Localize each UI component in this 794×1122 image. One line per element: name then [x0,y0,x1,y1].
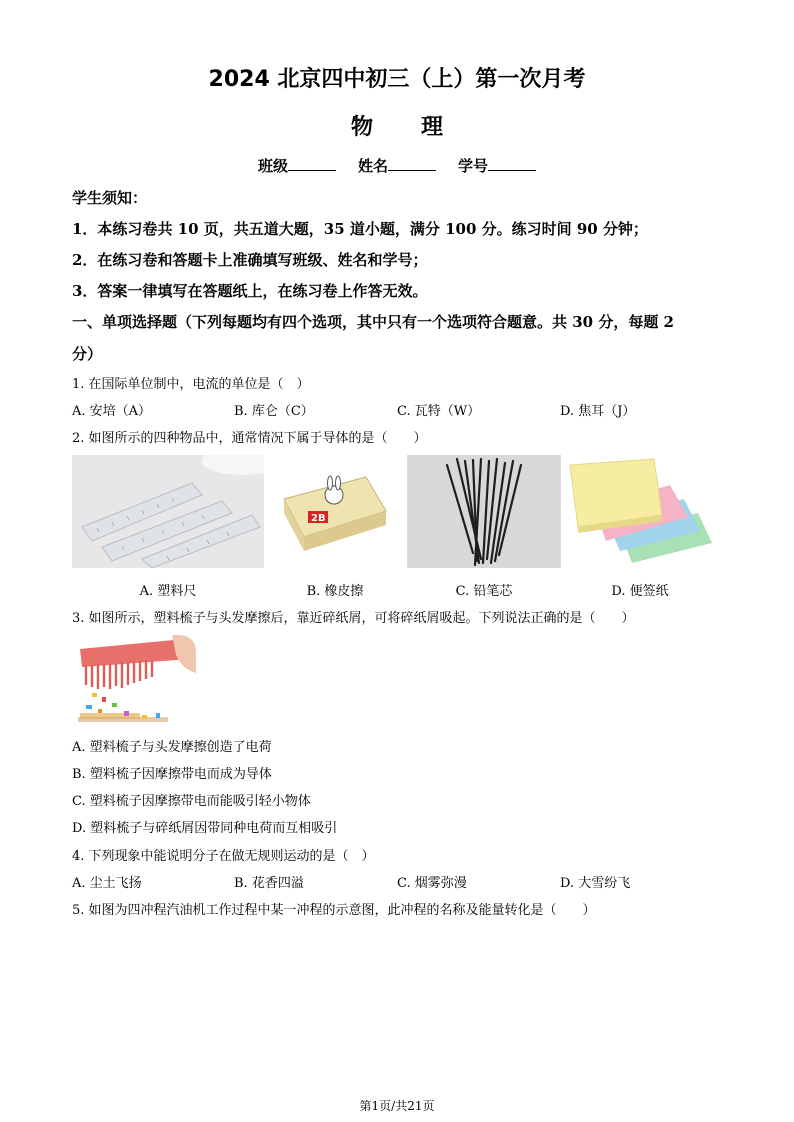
q3-option-d: D. 塑料梳子与碎纸屑因带同种电荷而互相吸引 [72,821,338,836]
notice-item-1: 1．本练习卷共 10 页，共五道大题，35 道小题，满分 100 分。练习时间 90 分钟； [72,220,648,238]
q1-option-b: B. 库仑（C） [234,404,314,419]
q4-option-d: D. 大雪纷飞 [560,876,631,891]
q3-stem: 3. 如图所示，塑料梳子与头发摩擦后，靠近碎纸屑，可将碎纸屑吸起。下列说法正确的是（ ） [72,611,635,626]
notice-item-3: 3．答案一律填写在答题纸上，在练习卷上作答无效。 [72,282,428,300]
class-label: 班级 [257,157,288,175]
student-info-line [0,155,794,176]
pencil-lead-image [407,455,561,568]
notice-heading: 学生须知： [72,189,148,207]
id-blank [488,158,536,171]
q3-option-c: C. 塑料梳子因摩擦带电而能吸引轻小物体 [72,794,311,809]
q3-option-a: A. 塑料梳子与头发摩擦创造了电荷 [72,740,272,755]
q4-option-b: B. 花香四溢 [234,876,304,891]
q5-stem: 5. 如图为四冲程汽油机工作过程中某一冲程的示意图，此冲程的名称及能量转化是（ ） [72,903,596,918]
q4-stem: 4. 下列现象中能说明分子在做无规则运动的是（ ） [72,849,375,864]
subject-char-2: 理 [421,114,444,140]
q3-option-b: B. 塑料梳子因摩擦带电而成为导体 [72,767,272,782]
q4-option-a: A. 尘土飞扬 [72,876,142,891]
q1-option-c: C. 瓦特（W） [397,404,481,419]
plastic-ruler-image [72,455,264,568]
q2-caption-d: D. 便签纸 [611,584,669,599]
q2-stem: 2. 如图所示的四种物品中，通常情况下属于导体的是（ ） [72,431,427,446]
eraser-image [270,455,400,568]
q1-option-a: A. 安培（A） [72,404,152,419]
comb-image [72,633,196,723]
q2-caption-c: C. 铅笔芯 [455,584,513,599]
q2-caption-b: B. 橡皮擦 [306,584,364,599]
name-blank [388,158,436,171]
q4-option-c: C. 烟雾弥漫 [397,876,467,891]
exam-title: 2024 北京四中初三（上）第一次月考 [208,67,586,92]
class-blank [288,158,336,171]
q2-caption-a: A. 塑料尺 [139,584,197,599]
subject-title [0,110,794,141]
q1-option-d: D. 焦耳（J） [560,404,636,419]
notice-item-2: 2．在练习卷和答题卡上准确填写班级、姓名和学号； [72,251,428,269]
eraser-2b-text: 2B [311,513,326,524]
id-label: 学号 [458,157,489,175]
q1-stem: 1. 在国际单位制中，电流的单位是（ ） [72,377,310,392]
section1-heading-cont: 分） [72,345,103,363]
section1-heading: 一、单项选择题（下列每题均有四个选项，其中只有一个选项符合题意。共 30 分，每题 2 [72,313,674,331]
sticky-notes-image [566,455,718,568]
page-footer: 第1页/共21页 [359,1099,435,1113]
subject-char-1: 物 [350,114,373,140]
name-label: 姓名 [357,157,388,175]
